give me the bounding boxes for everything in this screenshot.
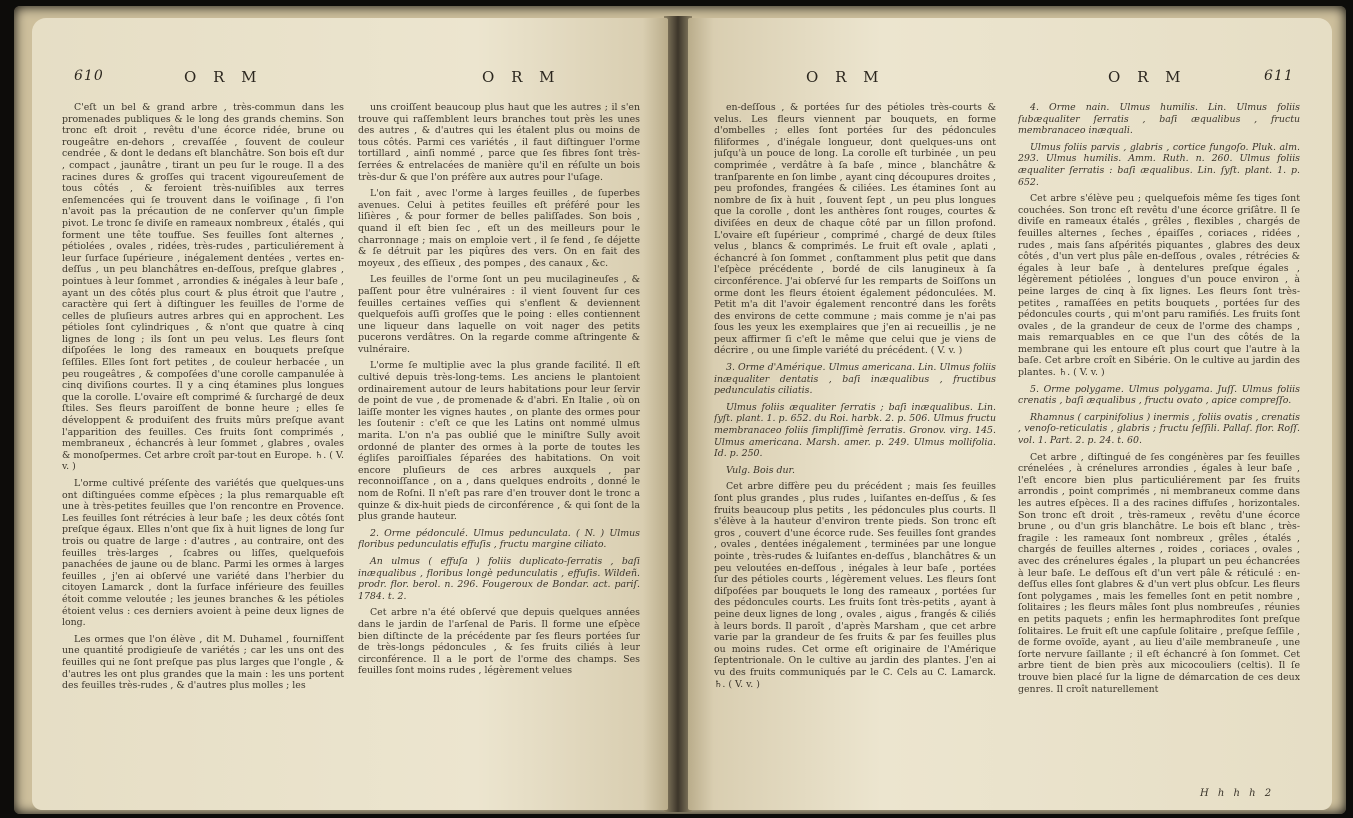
- running-title: O R M: [184, 68, 263, 86]
- left-page-header: [32, 68, 668, 94]
- page-number: 610: [74, 68, 104, 84]
- text-column: [1018, 102, 1300, 778]
- paragraph: An ulmus ( effuſa ) foliis duplicato-ſerratis , baſi inæqualibus , floribus longè pedunculatis , effuſis. Wildeñ. prodr. flor. berol. n. 296. Fougeroux de Bondar. act. pariſ. 1784. t. 2.: [358, 555, 640, 602]
- paragraph: Ulmus foliis parvis , glabris , cortice fungoſo. Pluk. alm. 293. Ulmus humilis. Amm. Ruth. n. 260. Ulmus foliis æqualiter ſerratis : baſi æqualibus. Lin. ſyſt. plant. 1. p. 652.: [1018, 141, 1300, 188]
- paragraph: Cet arbre n'a été obſervé que depuis quelques années dans le jardin de l'arſenal de Paris. Il forme une eſpèce bien diſtincte de la précédente par ſes fleurs portées ſur de très-longs pédoncules , & ſes fruits ciliés à leur circonférence. Il a le port de l'orme des champs. Ses feuilles ſont moins rudes , légèrement velues: [358, 607, 640, 677]
- paragraph: 4. Orme nain. Ulmus humilis. Lin. Ulmus foliis ſubæqualiter ſerratis , baſi æqualibus , fructu membranaceo inæquali.: [1018, 102, 1300, 137]
- paragraph: en-deſſous , & portées ſur des pétioles très-courts & velus. Les fleurs viennent par bouquets, en forme d'ombelles ; elles ſont portées ſur des pédoncules filiformes , d'inégale longueur, dont quelques-uns ont juſqu'à un pouce de long. La corolle eſt turbinée , un peu comprimée , verdâtre à ſa baſe , mince , blanchâtre & tranſparente en ſon limbe , ayant cinq découpures droites , peu profondes, frangées & ciliées. Les étamines ſont au nombre de ſix à huit , ſouvent ſept , un peu plus longues que la corolle , dont les anthères ſont rouges, courtes & diviſées en deux de chaque côté par un ſillon profond. L'ovaire eſt ſupérieur , comprimé , chargé de deux ſtiles velus , blancs & comprimés. Le fruit eſt ovale , aplati , échancré à ſon ſommet , conſtamment plus petit que dans l'eſpèce précédente , bordé de cils lanugineux à ſa circonférence. J'ai obſervé ſur les remparts de Soiſſons un orme dont les fleurs étoient également pédonculées. M. Petit m'a dit l'avoir également rencontré dans les forêts des environs de cette commune ; mais comme je n'ai pas ſous les yeux les exemplaires que j'en ai recueillis , je ne peux affirmer ſi c'eſt le même que celui que je viens de décrire , ou une ſimple variété du précédent. ( V. v. ): [714, 102, 996, 357]
- paragraph: Les ormes que l'on élève , dit M. Duhamel , fourniſſent une quantité prodigieuſe de variétés ; car les uns ont des feuilles qui ne ſont preſque pas plus larges que l'ongle , & d'autres les ont plus grandes que la main : les uns portent des feuilles très-rudes , & d'autres plus molles ; les: [62, 633, 344, 692]
- paragraph: 3. Orme d'Amérique. Ulmus americana. Lin. Ulmus foliis inæqualiter dentatis , baſi inæqualibus , fructibus pedunculatis ciliatis.: [714, 362, 996, 397]
- right-page: [688, 18, 1332, 810]
- paragraph: L'on fait , avec l'orme à larges feuilles , de ſuperbes avenues. Celui à petites feuilles eſt préféré pour les liſières , & pour former de belles paliſſades. Son bois , quand il eſt bien ſec , eſt un des meilleurs pour le charronnage ; mais on emploie vert , il ſe fend , ſe déjette & ſe détruit par les piqûres des vers. On en fait des moyeux , des eſſieux , des pompes , des canaux , &c.: [358, 188, 640, 269]
- text-column: [714, 102, 996, 792]
- paragraph: L'orme ſe multiplie avec la plus grande facilité. Il eſt cultivé depuis très-long-tems. Les anciens le plantoient ordinairement autour de leurs habitations pour leur ſervir de point de vue , de promenade & d'abri. En Italie , où on laiſſe monter les vignes hautes , on plante des ormes pour les ſoutenir : c'eſt ce que les Latins ont nommé ulmus marita. L'on n'a pas oublié que le miniſtre Sully avoit ordonné de planter des ormes à la porte de toutes les égliſes paroiſſiales ſéparées des habitations. On voit encore pluſieurs de ces arbres auxquels , par reconnoiſſance , on a , dans quelques endroits , donné le nom de Roſni. Il n'eſt pas rare d'en trouver dont le tronc a quinze & dix-huit pieds de circonférence , & qui ſont de la plus grande hauteur.: [358, 360, 640, 523]
- right-page-header: [688, 68, 1332, 94]
- paragraph: Cet arbre diffère peu du précédent ; mais ſes feuilles ſont plus grandes , plus rudes , luiſantes en-deſſus , & ſes fruits beaucoup plus petits , les pédoncules plus courts. Il s'élève à la hauteur d'environ trente pieds. Son tronc eſt gros , couvert d'une écorce rude. Ses feuilles ſont grandes , ovales , dentées inégalement , terminées par une longue pointe , très-rudes & luiſantes en-deſſus , blanchâtres & un peu veloutées en-deſſous , inégales à leur baſe , portées ſur des pétioles courts , légèrement velues. Les fleurs ſont diſpoſées par bouquets le long des rameaux , portées ſur des pédoncules courts. Les fruits ſont très-petits , ayant à peine deux lignes de long , ovales , aigus , frangés & ciliés à leurs bords. Il paroît , d'après Marsham , que cet arbre varie par la grandeur de ſes fruits & par ſes feuilles plus ou moins rudes. Cet orme eſt originaire de l'Amérique ſeptentrionale. On le cultive au jardin des plantes. J'en ai vu des fruits communiqués par le C. Cels au C. Lamarck. ♄. ( V. v. ): [714, 481, 996, 690]
- paragraph: 5. Orme polygame. Ulmus polygama. Juſſ. Ulmus foliis crenatis , baſi æqualibus , fructu ovato , apice compreſſo.: [1018, 383, 1300, 407]
- running-title: O R M: [482, 68, 561, 86]
- text-column: [62, 102, 344, 792]
- running-title: O R M: [806, 68, 885, 86]
- paragraph: Cet arbre s'élève peu ; quelquefois même ſes tiges ſont couchées. Son tronc eſt revêtu d'une écorce griſâtre. Il ſe diviſe en rameaux étalés , grêles , flexibles , chargés de feuilles alternes , ſeches , épaiſſes , coriaces , ridées , rudes , mais ſans aſpérités piquantes , glabres des deux côtés , d'un vert plus pâle en-deſſous , ovales , rétrécies & égales à leur baſe , à dentelures preſque égales , légèrement pétiolées , longues d'un pouce environ , à peine larges de cinq à ſix lignes. Les fleurs ſont très-petites , ramaſſées en petits bouquets , portées ſur des pédoncules courts , qui m'ont paru ramifiés. Les fruits ſont ovales , de la grandeur de ceux de l'orme des champs , mais remarquables en ce que l'un des côtés de la membrane qui les entoure eſt plus court que l'autre à la baſe. Cet arbre croît en Sibérie. On le cultive au jardin des plantes. ♄. ( V. v. ): [1018, 193, 1300, 379]
- paragraph: C'eſt un bel & grand arbre , très-commun dans les promenades publiques & le long des grands chemins. Son tronc eſt droit , revêtu d'une écorce ridée, brune ou rougeâtre en-dehors , crevaſſée , ſouvent de couleur cendrée , & dont le dedans eſt blanchâtre. Son bois eſt dur , compact , jaunâtre , tirant un peu ſur le rouge. Il a des racines dures & groſſes qui tracent vigoureuſement de tous côtés , & feroient très-nuiſibles aux terres enſemencées qui ſe trouvent dans le voiſinage , ſi l'on n'avoit pas la précaution de ne conſerver qu'un ſimple pivot. Le tronc ſe diviſe en rameaux nombreux , étalés , qui forment une tête touffue. Ses feuilles ſont alternes , pétiolées , ovales , ridées, très-rudes , particuliérement à leur ſurface ſupérieure , inégalement dentées , vertes en-deſſus , un peu blanchâtres en-deſſous, preſque glabres , pointues à leur ſommet , arrondies & inégales à leur baſe , ayant un des côtés plus court & plus étroit que l'autre , caractère qui ſert à diſtinguer les feuilles de l'orme de celles de pluſieurs autres arbres qui en approchent. Les pétioles ſont cylindriques , & n'ont que quatre à cinq lignes de long ; ils ſont un peu velus. Les fleurs ſont diſpoſées le long des rameaux en bouquets preſque ſeſſiles. Elles ſont fort petites , de couleur herbacée , un peu rougeâtres , & compoſées d'une corolle campanulée à cinq diviſions courtes. Il y a cinq étamines plus longues que la corolle. L'ovaire eſt comprimé & ſurchargé de deux ſtiles. Ses fleurs paroiſſent de bonne heure ; elles ſe développent & produiſent des fruits mûrs preſque avant l'apparition des feuilles. Ces fruits ſont comprimés , membraneux , échancrés à leur ſommet , glabres , ovales & monoſpermes. Cet arbre croît par-tout en Europe. ♄. ( V. v. ): [62, 102, 344, 473]
- paragraph: 2. Orme pédonculé. Ulmus pedunculata. ( N. ) Ulmus floribus pedunculatis effuſis , fructu margine ciliato.: [358, 527, 640, 551]
- paragraph: Vulg. Bois dur.: [726, 464, 795, 476]
- paragraph: Rhamnus ( carpinifolius ) inermis , foliis ovatis , crenatis , venoſo-reticulatis , glabris ; fructu ſeſſili. Pallaſ. flor. Roſſ. vol. 1. Part. 2. p. 24. t. 60.: [1018, 411, 1300, 447]
- signature-mark: H h h h 2: [1200, 788, 1275, 799]
- page-number: 611: [1264, 68, 1294, 84]
- running-title: O R M: [1108, 68, 1187, 86]
- paragraph: Cet arbre , diſtingué de ſes congénères par ſes feuilles crénelées , à crénelures arrondies , égales à leur baſe , l'eſt encore bien plus particuliérement par ſes fruits arrondis , point comprimés , ni membraneux comme dans les autres eſpèces. Il a des racines diffuſes , horizontales. Son tronc eſt droit , très-rameux , revêtu d'une écorce brune , ou d'un gris blanchâtre. Le bois eſt blanc , très-fragile : les rameaux ſont nombreux , grêles , étalés , chargés de feuilles alternes , roides , coriaces , ovales , avec des crénelures égales , la plupart un peu échancrées à leur baſe. Le deſſous eſt d'un vert pâle & réticulé : en-deſſus elles ſont glabres & d'un vert plus obſcur. Les fleurs ſont polygames , mais les femelles ſont en petit nombre , ſolitaires ; les fleurs mâles ſont plus nombreuſes , réunies en petits paquets ; enfin les hermaphrodites ſont preſque ſolitaires. Le fruit eſt une capſule ſolitaire , preſque ſeſſile , de forme ovoïde, ayant , au lieu d'aile membraneuſe , une ſorte nervure ſaillante ; il eſt échancré à ſon ſommet. Cet arbre tient de bien près aux micocouliers (celtis). Il ſe trouve bien placé ſur la ligne de démarcation de ces deux genres. Il croît naturellement: [1018, 451, 1300, 695]
- text-column: [358, 102, 640, 792]
- open-book: [14, 6, 1346, 814]
- left-page: [32, 18, 668, 810]
- paragraph: uns croiſſent beaucoup plus haut que les autres ; il s'en trouve qui raſſemblent leurs branches tout près les unes des autres , & d'autres qui les étalent plus ou moins de tous côtés. Parmi ces variétés , il faut diſtinguer l'orme tortillard , ainſi nommé , parce que ſes fibres ſont très-ſerrées & entrelacées de manière qu'il en réſulte un bois très-dur & que l'on préfère aux autres pour l'uſage.: [358, 102, 640, 183]
- paragraph: Les feuilles de l'orme ſont un peu mucilagineuſes , & paſſent pour être vulnéraires : il vient ſouvent ſur ces feuilles certaines veſſies qui s'enflent & deviennent quelquefois auſſi groſſes que le poing : elles contiennent une liqueur dans laquelle on voit nager des petits pucerons verdâtres. On la regarde comme aſtringente & vulnéraire.: [358, 274, 640, 355]
- paragraph: Ulmus foliis æqualiter ſerratis ; baſi inæqualibus. Lin. ſyſt. plant. 1. p. 652. du Roi. harbk. 2. p. 506. Ulmus fructu membranaceo foliis ſimpliſſimè ſerratis. Gronov. virg. 145. Ulmus americana. Marsh. amer. p. 249. Ulmus mollifolia. Id. p. 250.: [714, 401, 996, 460]
- paragraph: L'orme cultivé préſente des variétés que quelques-uns ont diſtinguées comme eſpèces ; la plus remarquable eſt une à très-petites feuilles que l'on rencontre en Provence. Les feuilles ſont rétrécies à leur baſe ; les deux côtés ſont preſque égaux. Elles n'ont que ſix à huit lignes de long ſur trois ou quatre de large : d'autres , au contraire, ont des feuilles très-larges , ſcabres ou liſſes, quelquefois panachées de jaune ou de blanc. Parmi les ormes à larges feuilles , j'en ai obſervé une variété dans l'herbier du citoyen Lamarck , dont la ſurface inférieure des feuilles étoit comme veloutée ; les jeunes branches & les pétioles étoient velus : ces derniers avoient à peine deux lignes de long.: [62, 478, 344, 629]
